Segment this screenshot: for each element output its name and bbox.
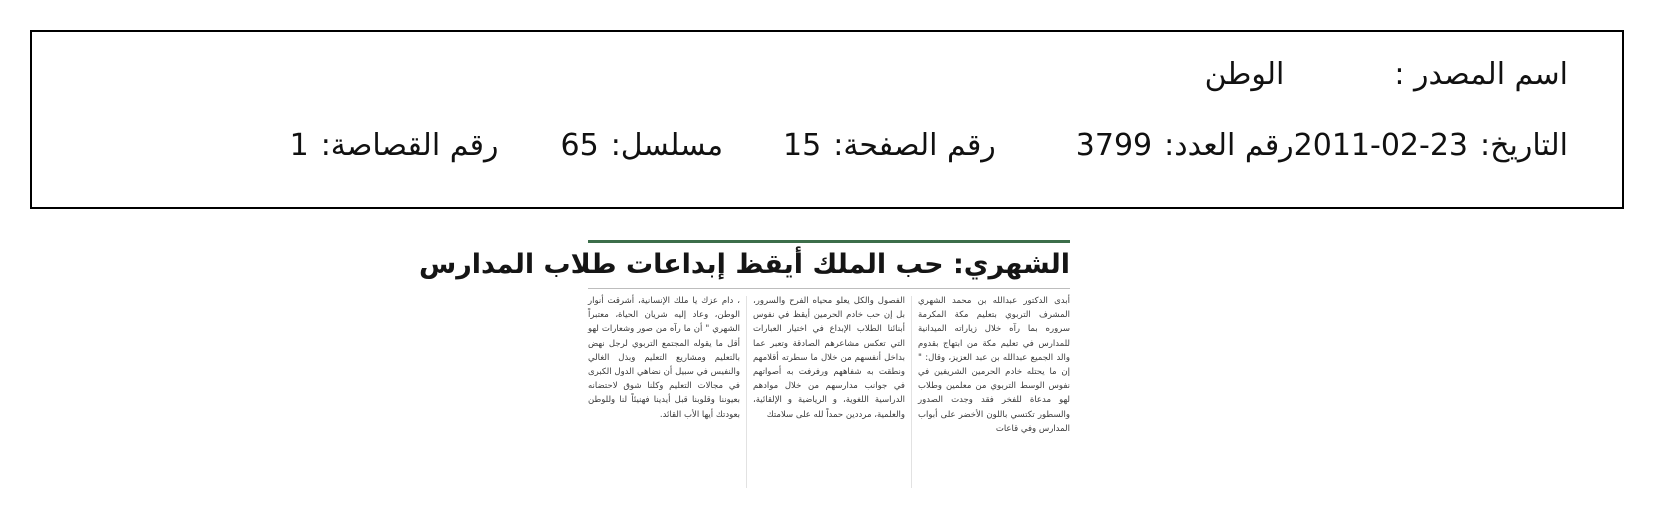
page-field (783, 128, 996, 163)
article-headline: الشهري: حب الملك أيقظ إبداعات طلاب المدارس (418, 249, 1070, 280)
serial-value: 65 (560, 128, 599, 163)
metadata-row (236, 128, 1568, 163)
newspaper-clipping (418, 240, 1070, 492)
date-value: 2011-02-23 (1293, 128, 1469, 163)
column-divider (740, 294, 753, 490)
serial-field (560, 128, 724, 163)
article-columns (588, 294, 1070, 490)
article-column-1: أبدى الدكتور عبدالله بن محمد الشهري المشرف التربوي بتعليم مكة المكرمة سروره بما رآه خلال زياراته الميدانية للمدارس في تعليم مكة من ابتهاج بقدوم والد الجميع عبدالله بن عبد العزيز، وقال: " إن ما يحتله خادم الحرمين الشريفين في نفوس الوسط التربوي من معلمين وطلاب لهو مدعاة للفخر فقد وجدت الصدور والسطور تكتسي باللون الأخضر على أبواب المدارس وفي قاعات (918, 296, 1070, 434)
page-value: 15 (783, 128, 822, 163)
clipping-field (289, 128, 499, 163)
clipping-label: رقم القصاصة: (320, 128, 499, 163)
issue-label: رقم العدد: (1164, 128, 1294, 163)
source-field (1204, 57, 1568, 92)
source-value: الوطن (1204, 57, 1285, 92)
headline-divider (588, 288, 1070, 289)
date-field (1293, 128, 1568, 163)
clipping-top-rule (588, 240, 1070, 243)
issue-field (1075, 128, 1294, 163)
source-label: اسم المصدر : (1394, 57, 1568, 92)
date-label: التاريخ: (1480, 128, 1568, 163)
serial-label: مسلسل: (610, 128, 724, 163)
article-column-3: ، دام عزك يا ملك الإنسانية، أشرقت أنوار الوطن، وعاد إليه شريان الحياة، معتبراً الشهري " أن ما رآه من صور وشعارات لهو أقل ما يقوله المجتمع التربوي لرجل نهض بالتعليم ومشاريع التعليم وبذل الغالي والنفيس في سبيل أن نضاهي الدول الكبرى في مجالات التعليم وكلنا شوق لاحتضانه بعيوننا وقلوبنا قبل أيدينا فهنيئاً لنا وللوطن بعودتك أيها الأب القائد. (588, 296, 740, 420)
source-row (1204, 57, 1568, 92)
issue-value: 3799 (1075, 128, 1153, 163)
column-divider (905, 294, 918, 490)
article-column-2: الفصول والكل يعلو محياه الفرح والسرور، بل إن حب خادم الحرمين أيقظ في نفوس أبنائنا الطلاب الإبداع في اختيار العبارات التي تعكس مشاعرهم الصادقة وتعبر عما بداخل أنفسهم من خلال ما سطرته أقلامهم ونطقت به شفاههم ورفرفت به أصواتهم في جوانب مدارسهم من خلال موادهم الدراسية اللغوية، و الرياضية و الإلقائية، والعلمية، مرددين حمداً لله على سلامتك (753, 296, 905, 420)
page-label: رقم الصفحة: (833, 128, 996, 163)
source-info-box (30, 30, 1624, 209)
clipping-value: 1 (289, 128, 309, 163)
